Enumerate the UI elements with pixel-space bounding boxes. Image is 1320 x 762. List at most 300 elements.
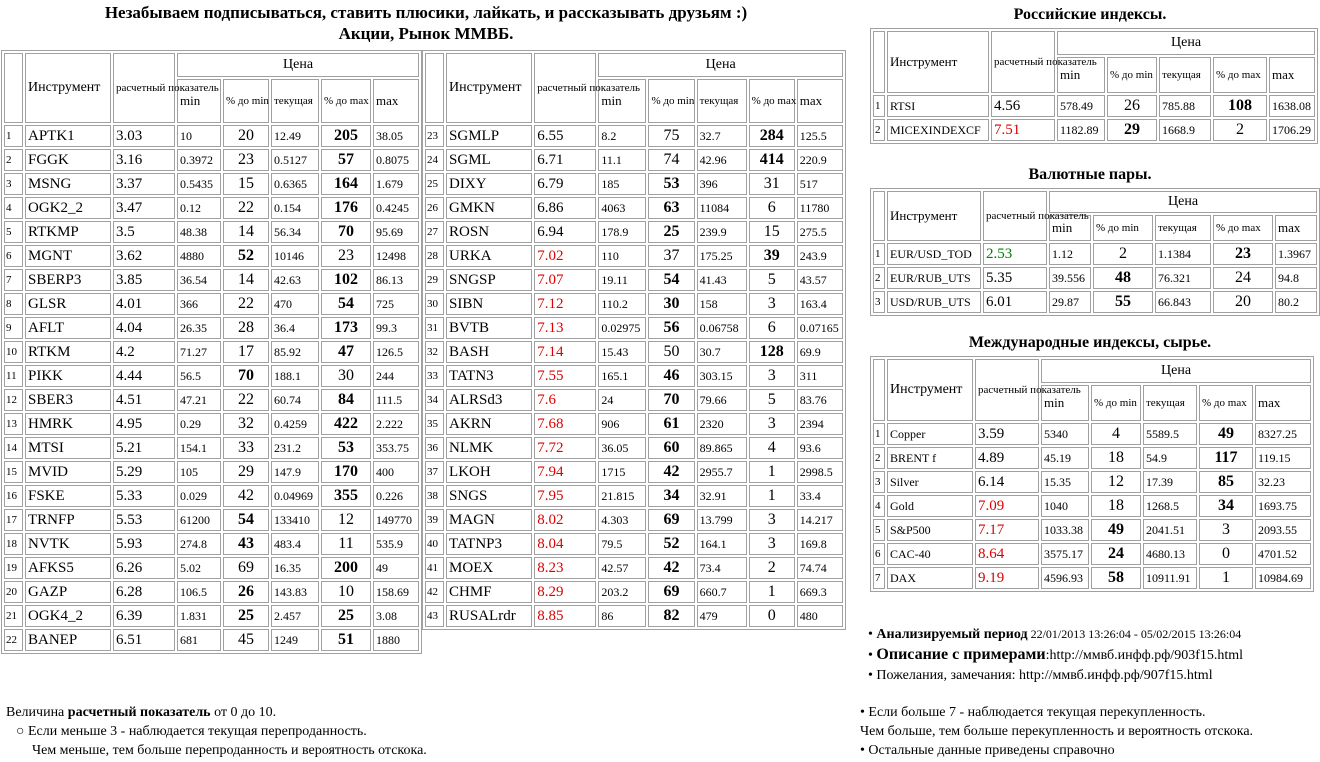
- instrument-cell: OGK4_2: [25, 605, 111, 627]
- pct-min-cell: 49: [1091, 519, 1141, 541]
- examples-link[interactable]: :http://ммвб.инфф.рф/903f15.html: [1045, 648, 1244, 663]
- instrument-cell: HMRK: [25, 413, 111, 435]
- table-row: [4, 365, 419, 387]
- examples-label[interactable]: Описание с примерами: [876, 646, 1046, 663]
- pct-min-header: % до min: [1093, 215, 1153, 241]
- max-cell: 0.226: [373, 485, 419, 507]
- pct-min-cell: 32: [223, 413, 269, 435]
- num-header: [4, 53, 23, 123]
- instrument-cell: Gold: [887, 495, 973, 517]
- pct-min-cell: 42: [648, 461, 694, 483]
- pct-min-cell: 54: [223, 509, 269, 531]
- calc-header: расчетный показатель: [534, 53, 596, 123]
- examples-line[interactable]: • Описание с примерами:http://ммвб.инфф.рф/903f15.html: [868, 646, 1244, 663]
- instrument-cell: URKA: [446, 245, 532, 267]
- calc-cell: 3.5: [113, 221, 175, 243]
- table-row: [425, 149, 843, 171]
- row-number: 2: [4, 149, 23, 171]
- max-cell: 1880: [373, 629, 419, 651]
- min-cell: 1182.89: [1057, 119, 1105, 141]
- calc-cell: 4.95: [113, 413, 175, 435]
- pct-min-cell: 48: [1093, 267, 1153, 289]
- calc-cell: 7.55: [534, 365, 596, 387]
- max-cell: 244: [373, 365, 419, 387]
- min-cell: 10: [177, 125, 221, 147]
- calc-cell: 7.6: [534, 389, 596, 411]
- max-cell: 480: [797, 605, 843, 627]
- instrument-cell: MICEXINDEXCF: [887, 119, 989, 141]
- current-cell: 12.49: [271, 125, 319, 147]
- min-header: min: [598, 79, 646, 123]
- max-cell: 49: [373, 557, 419, 579]
- pct-min-cell: 46: [648, 365, 694, 387]
- pct-max-cell: 355: [321, 485, 371, 507]
- max-cell: 2.222: [373, 413, 419, 435]
- current-cell: 175.25: [697, 245, 747, 267]
- instrument-cell: LKOH: [446, 461, 532, 483]
- min-cell: 366: [177, 293, 221, 315]
- table-row: [873, 543, 1311, 565]
- calc-cell: 7.51: [991, 119, 1055, 141]
- calc-cell: 8.23: [534, 557, 596, 579]
- intl-title: Международные индексы, сырье.: [968, 334, 1212, 351]
- row-number: 40: [425, 533, 444, 555]
- current-cell: 56.34: [271, 221, 319, 243]
- calc-cell: 5.33: [113, 485, 175, 507]
- min-cell: 42.57: [598, 557, 646, 579]
- pct-min-cell: 12: [1091, 471, 1141, 493]
- ru-indexes-table: [870, 28, 1318, 144]
- min-cell: 48.38: [177, 221, 221, 243]
- max-header: max: [373, 79, 419, 123]
- calc-cell: 7.68: [534, 413, 596, 435]
- pct-max-cell: 47: [321, 341, 371, 363]
- calc-cell: 7.13: [534, 317, 596, 339]
- max-header: max: [1255, 385, 1311, 421]
- max-cell: 14.217: [797, 509, 843, 531]
- min-cell: 71.27: [177, 341, 221, 363]
- max-cell: 12498: [373, 245, 419, 267]
- pct-max-cell: 205: [321, 125, 371, 147]
- instrument-cell: RTKMP: [25, 221, 111, 243]
- calc-cell: 8.29: [534, 581, 596, 603]
- row-number: 34: [425, 389, 444, 411]
- calc-cell: 3.16: [113, 149, 175, 171]
- pct-min-cell: 29: [1107, 119, 1157, 141]
- min-cell: 56.5: [177, 365, 221, 387]
- current-cell: 30.7: [697, 341, 747, 363]
- row-number: 6: [4, 245, 23, 267]
- notes-reference-text: Остальные данные приведены справочно: [868, 743, 1115, 758]
- pct-min-cell: 52: [648, 533, 694, 555]
- max-cell: 725: [373, 293, 419, 315]
- max-cell: 517: [797, 173, 843, 195]
- pct-min-cell: 25: [648, 221, 694, 243]
- current-cell: 0.5127: [271, 149, 319, 171]
- stocks-table-right: [422, 50, 846, 630]
- instrument-cell: ALRSd3: [446, 389, 532, 411]
- instrument-cell: AKRN: [446, 413, 532, 435]
- page-subtitle: Акции, Рынок ММВБ.: [338, 24, 514, 43]
- min-cell: 185: [598, 173, 646, 195]
- calc-cell: 7.17: [975, 519, 1039, 541]
- min-cell: 0.29: [177, 413, 221, 435]
- table-row: [4, 293, 419, 315]
- table-row: [425, 605, 843, 627]
- table-row: [873, 95, 1315, 117]
- pct-max-header: % до max: [1213, 215, 1273, 241]
- pct-max-cell: 12: [321, 509, 371, 531]
- calc-cell: 7.02: [534, 245, 596, 267]
- min-header: min: [177, 79, 221, 123]
- pct-min-cell: 42: [223, 485, 269, 507]
- row-number: 10: [4, 341, 23, 363]
- instrument-cell: AFKS5: [25, 557, 111, 579]
- pct-max-cell: 0: [1199, 543, 1253, 565]
- fx-title: Валютные пары.: [1028, 166, 1152, 183]
- current-cell: 89.865: [697, 437, 747, 459]
- pct-max-cell: 0: [749, 605, 795, 627]
- pct-max-cell: 128: [749, 341, 795, 363]
- table-row: [4, 629, 419, 651]
- pct-min-cell: 15: [223, 173, 269, 195]
- calc-cell: 7.94: [534, 461, 596, 483]
- instrument-cell: MTSI: [25, 437, 111, 459]
- min-cell: 11.1: [598, 149, 646, 171]
- pct-min-cell: 29: [223, 461, 269, 483]
- row-number: 39: [425, 509, 444, 531]
- row-number: 2: [873, 119, 885, 141]
- current-cell: 36.4: [271, 317, 319, 339]
- calc-cell: 3.59: [975, 423, 1039, 445]
- pct-max-cell: 11: [321, 533, 371, 555]
- instrument-cell: DIXY: [446, 173, 532, 195]
- notes-overbought: • Если больше 7 - наблюдается текущая перекупленность.: [860, 705, 1206, 720]
- current-cell: 2320: [697, 413, 747, 435]
- pct-min-cell: 26: [223, 581, 269, 603]
- calc-cell: 8.64: [975, 543, 1039, 565]
- calc-header: расчетный показатель: [113, 53, 175, 123]
- max-cell: 38.05: [373, 125, 419, 147]
- pct-max-cell: 1: [749, 581, 795, 603]
- instrument-cell: SBER3: [25, 389, 111, 411]
- instrument-cell: DAX: [887, 567, 973, 589]
- instrument-cell: SIBN: [446, 293, 532, 315]
- notes-intro: [6, 703, 427, 722]
- pct-min-cell: 14: [223, 269, 269, 291]
- instrument-cell: EUR/RUB_UTS: [887, 267, 981, 289]
- calc-header: расчетный показатель: [991, 31, 1055, 93]
- max-header: max: [1269, 57, 1315, 93]
- row-number: 6: [873, 543, 885, 565]
- pct-min-cell: 75: [648, 125, 694, 147]
- table-row: [873, 243, 1317, 265]
- ru-indexes-title: Российские индексы.: [1013, 6, 1167, 23]
- min-cell: 5.02: [177, 557, 221, 579]
- row-number: 15: [4, 461, 23, 483]
- table-row: [4, 269, 419, 291]
- max-cell: 43.57: [797, 269, 843, 291]
- min-cell: 36.54: [177, 269, 221, 291]
- current-cell: 4680.13: [1143, 543, 1197, 565]
- current-cell: 42.63: [271, 269, 319, 291]
- instrument-cell: TRNFP: [25, 509, 111, 531]
- calc-header: расчетный показатель: [983, 191, 1047, 241]
- current-cell: 76.321: [1155, 267, 1211, 289]
- min-cell: 15.43: [598, 341, 646, 363]
- instrument-cell: MAGN: [446, 509, 532, 531]
- pct-max-cell: 2: [749, 557, 795, 579]
- max-cell: 74.74: [797, 557, 843, 579]
- current-cell: 0.04969: [271, 485, 319, 507]
- row-number: 14: [4, 437, 23, 459]
- min-cell: 1.831: [177, 605, 221, 627]
- instrument-cell: BVTB: [446, 317, 532, 339]
- current-cell: 41.43: [697, 269, 747, 291]
- row-number: 26: [425, 197, 444, 219]
- current-cell: 158: [697, 293, 747, 315]
- row-number: 9: [4, 317, 23, 339]
- pct-max-cell: 1: [1199, 567, 1253, 589]
- pct-max-cell: 2: [1213, 119, 1267, 141]
- pct-min-cell: 52: [223, 245, 269, 267]
- max-cell: 0.8075: [373, 149, 419, 171]
- max-cell: 163.4: [797, 293, 843, 315]
- instrument-cell: SBERP3: [25, 269, 111, 291]
- current-cell: 32.7: [697, 125, 747, 147]
- instrument-cell: MVID: [25, 461, 111, 483]
- row-number: 43: [425, 605, 444, 627]
- table-row: [425, 581, 843, 603]
- pct-min-cell: 4: [1091, 423, 1141, 445]
- pct-max-cell: 5: [749, 389, 795, 411]
- pct-min-cell: 2: [1093, 243, 1153, 265]
- row-number: 16: [4, 485, 23, 507]
- instrument-cell: BANEP: [25, 629, 111, 651]
- instrument-header: Инструмент: [887, 191, 981, 241]
- pct-max-cell: 49: [1199, 423, 1253, 445]
- calc-cell: 6.26: [113, 557, 175, 579]
- current-cell: 470: [271, 293, 319, 315]
- current-cell: 231.2: [271, 437, 319, 459]
- num-header: [425, 53, 444, 123]
- instrument-cell: SGML: [446, 149, 532, 171]
- pct-max-cell: 31: [749, 173, 795, 195]
- max-header: max: [797, 79, 843, 123]
- table-row: [4, 437, 419, 459]
- pct-min-header: % до min: [648, 79, 694, 123]
- period-value: 22/01/2013 13:26:04 - 05/02/2015 13:26:04: [1027, 627, 1242, 641]
- calc-cell: 4.04: [113, 317, 175, 339]
- pct-max-cell: 53: [321, 437, 371, 459]
- max-cell: 126.5: [373, 341, 419, 363]
- ru-indexes-body: [873, 95, 1315, 141]
- max-cell: 1638.08: [1269, 95, 1315, 117]
- row-number: 36: [425, 437, 444, 459]
- current-cell: 13.799: [697, 509, 747, 531]
- max-cell: 158.69: [373, 581, 419, 603]
- pct-min-header: % до min: [1107, 57, 1157, 93]
- instrument-cell: PIKK: [25, 365, 111, 387]
- max-cell: 111.5: [373, 389, 419, 411]
- current-cell: 17.39: [1143, 471, 1197, 493]
- min-cell: 0.5435: [177, 173, 221, 195]
- row-number: 24: [425, 149, 444, 171]
- min-header: min: [1041, 385, 1089, 421]
- instrument-cell: RTSI: [887, 95, 989, 117]
- table-row: [873, 495, 1311, 517]
- pct-max-cell: 6: [749, 197, 795, 219]
- calc-cell: 6.71: [534, 149, 596, 171]
- instrument-cell: CHMF: [446, 581, 532, 603]
- row-number: 17: [4, 509, 23, 531]
- min-cell: 19.11: [598, 269, 646, 291]
- table-row: [4, 197, 419, 219]
- min-cell: 8.2: [598, 125, 646, 147]
- num-header: [873, 359, 885, 421]
- max-cell: 1706.29: [1269, 119, 1315, 141]
- calc-cell: 7.07: [534, 269, 596, 291]
- pct-min-cell: 23: [223, 149, 269, 171]
- min-cell: 36.05: [598, 437, 646, 459]
- current-cell: 0.4259: [271, 413, 319, 435]
- current-cell: 5589.5: [1143, 423, 1197, 445]
- price-header: Цена: [1049, 191, 1317, 213]
- max-cell: 10984.69: [1255, 567, 1311, 589]
- calc-cell: 6.55: [534, 125, 596, 147]
- pct-min-cell: 18: [1091, 495, 1141, 517]
- calc-cell: 6.14: [975, 471, 1039, 493]
- calc-header: расчетный показатель: [975, 359, 1039, 421]
- max-cell: 0.07165: [797, 317, 843, 339]
- pct-min-cell: 33: [223, 437, 269, 459]
- max-cell: 11780: [797, 197, 843, 219]
- pct-min-cell: 63: [648, 197, 694, 219]
- row-number: 7: [4, 269, 23, 291]
- max-cell: 83.76: [797, 389, 843, 411]
- current-header: текущая: [271, 79, 319, 123]
- table-row: [873, 519, 1311, 541]
- min-cell: 61200: [177, 509, 221, 531]
- min-cell: 578.49: [1057, 95, 1105, 117]
- row-number: 29: [425, 269, 444, 291]
- pct-max-cell: 3: [749, 533, 795, 555]
- current-cell: 11084: [697, 197, 747, 219]
- current-cell: 1268.5: [1143, 495, 1197, 517]
- notes-reference: • Остальные данные приведены справочно: [860, 743, 1115, 758]
- intl-body: [873, 423, 1311, 589]
- current-cell: 66.843: [1155, 291, 1211, 313]
- min-cell: 1715: [598, 461, 646, 483]
- notes-left: [6, 703, 427, 760]
- max-cell: 3.08: [373, 605, 419, 627]
- calc-cell: 5.93: [113, 533, 175, 555]
- pct-min-cell: 34: [648, 485, 694, 507]
- instrument-header: Инструмент: [25, 53, 111, 123]
- current-cell: 0.6365: [271, 173, 319, 195]
- row-number: 3: [4, 173, 23, 195]
- pct-min-cell: 43: [223, 533, 269, 555]
- min-cell: 110: [598, 245, 646, 267]
- table-row: [4, 149, 419, 171]
- calc-cell: 4.44: [113, 365, 175, 387]
- max-cell: 149770: [373, 509, 419, 531]
- notes-intro-post: от 0 до 10.: [210, 705, 277, 720]
- pct-min-cell: 60: [648, 437, 694, 459]
- num-header: [873, 191, 885, 241]
- min-cell: 86: [598, 605, 646, 627]
- notes-overbought-text: Если больше 7 - наблюдается текущая перекупленность.: [868, 705, 1206, 720]
- row-number: 23: [425, 125, 444, 147]
- max-cell: 353.75: [373, 437, 419, 459]
- row-number: 31: [425, 317, 444, 339]
- current-cell: 1.1384: [1155, 243, 1211, 265]
- min-cell: 274.8: [177, 533, 221, 555]
- max-cell: 99.3: [373, 317, 419, 339]
- table-row: [4, 173, 419, 195]
- instrument-cell: TATN3: [446, 365, 532, 387]
- calc-cell: 3.03: [113, 125, 175, 147]
- pct-max-cell: 3: [749, 413, 795, 435]
- max-cell: 1.679: [373, 173, 419, 195]
- min-cell: 110.2: [598, 293, 646, 315]
- current-cell: 188.1: [271, 365, 319, 387]
- row-number: 3: [873, 291, 885, 313]
- notes-oversold-2: Чем меньше, тем больше перепроданность и вероятность отскока.: [32, 743, 427, 758]
- calc-cell: 4.89: [975, 447, 1039, 469]
- max-cell: 93.6: [797, 437, 843, 459]
- pct-max-cell: 1: [749, 461, 795, 483]
- pct-max-cell: 20: [1213, 291, 1273, 313]
- pct-min-cell: 50: [648, 341, 694, 363]
- pct-max-cell: 173: [321, 317, 371, 339]
- current-header: текущая: [1143, 385, 1197, 421]
- wishes-link[interactable]: Пожелания, замечания: http://ммвб.инфф.рф/907f15.html: [876, 668, 1213, 683]
- current-header: текущая: [1155, 215, 1211, 241]
- row-number: 20: [4, 581, 23, 603]
- row-number: 12: [4, 389, 23, 411]
- wishes-line[interactable]: • Пожелания, замечания: http://ммвб.инфф.рф/907f15.html: [868, 668, 1213, 683]
- row-number: 18: [4, 533, 23, 555]
- max-cell: 119.15: [1255, 447, 1311, 469]
- current-cell: 143.83: [271, 581, 319, 603]
- pct-max-cell: 170: [321, 461, 371, 483]
- current-cell: 479: [697, 605, 747, 627]
- max-cell: 669.3: [797, 581, 843, 603]
- period-label: Анализируемый период: [876, 627, 1028, 642]
- pct-max-cell: 200: [321, 557, 371, 579]
- instrument-cell: FSKE: [25, 485, 111, 507]
- calc-cell: 8.02: [534, 509, 596, 531]
- pct-max-cell: 24: [1213, 267, 1273, 289]
- table-row: [4, 221, 419, 243]
- table-row: [425, 317, 843, 339]
- price-header: Цена: [1041, 359, 1311, 383]
- pct-max-cell: 164: [321, 173, 371, 195]
- instrument-cell: MSNG: [25, 173, 111, 195]
- stocks-right-body: [425, 125, 843, 627]
- table-row: [425, 245, 843, 267]
- table-row: [873, 423, 1311, 445]
- notes-overbought-2: Чем больше, тем больше перекупленность и вероятность отскока.: [860, 724, 1254, 739]
- pct-max-cell: 23: [1213, 243, 1273, 265]
- pct-min-cell: 74: [648, 149, 694, 171]
- current-header: текущая: [1159, 57, 1211, 93]
- pct-max-cell: 84: [321, 389, 371, 411]
- instrument-cell: GMKN: [446, 197, 532, 219]
- pct-min-cell: 25: [223, 605, 269, 627]
- current-cell: 10146: [271, 245, 319, 267]
